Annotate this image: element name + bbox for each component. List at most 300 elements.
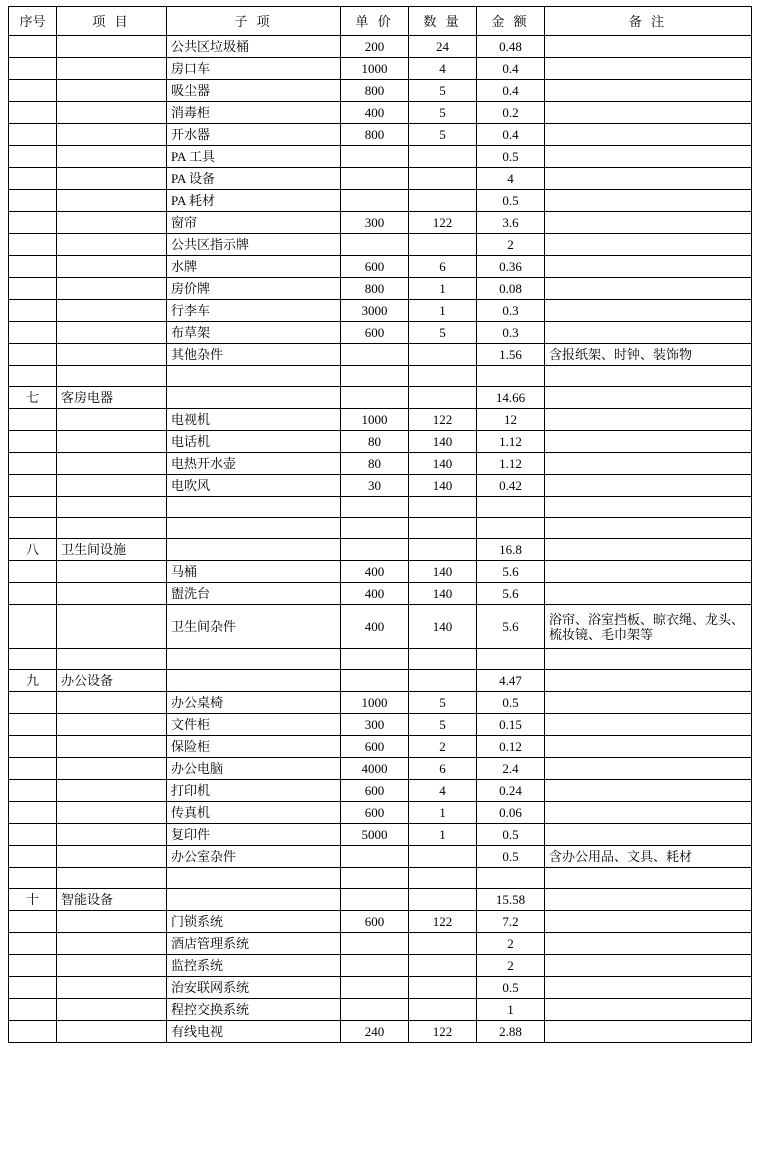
cell-quantity: 140 <box>409 583 477 605</box>
cell-seq: 十 <box>9 889 57 911</box>
table-row <box>9 146 752 168</box>
cell-amount: 0.5 <box>477 692 545 714</box>
cell-amount: 0.36 <box>477 256 545 278</box>
cell-note <box>545 322 752 344</box>
cell-note <box>545 212 752 234</box>
cell-subitem: 行李车 <box>167 300 341 322</box>
cell-unit-price: 1000 <box>341 409 409 431</box>
cell-subitem: 电话机 <box>167 431 341 453</box>
table-row <box>9 497 752 518</box>
table-row <box>9 344 752 366</box>
cell-quantity <box>409 846 477 868</box>
cell-seq <box>9 1021 57 1043</box>
table-row <box>9 824 752 846</box>
cell-subitem: 监控系统 <box>167 955 341 977</box>
cell-seq <box>9 36 57 58</box>
cell-subitem: 公共区指示牌 <box>167 234 341 256</box>
cell-amount: 0.2 <box>477 102 545 124</box>
cell-note <box>545 802 752 824</box>
cell-note <box>545 146 752 168</box>
table-row <box>9 911 752 933</box>
cell-subitem: 有线电视 <box>167 1021 341 1043</box>
cell-item <box>57 58 167 80</box>
cell-unit-price <box>341 846 409 868</box>
cell-quantity: 4 <box>409 780 477 802</box>
cell-item <box>57 146 167 168</box>
cell-quantity: 1 <box>409 278 477 300</box>
cell-seq <box>9 146 57 168</box>
cell-item <box>57 649 167 670</box>
header-note: 备 注 <box>545 7 752 36</box>
cell-amount: 3.6 <box>477 212 545 234</box>
cell-seq <box>9 933 57 955</box>
cell-item <box>57 955 167 977</box>
cell-quantity: 5 <box>409 80 477 102</box>
cell-note <box>545 736 752 758</box>
cell-amount: 4.47 <box>477 670 545 692</box>
cell-subitem <box>167 387 341 409</box>
cell-item <box>57 256 167 278</box>
cell-quantity: 140 <box>409 431 477 453</box>
cell-quantity <box>409 539 477 561</box>
cell-quantity: 140 <box>409 561 477 583</box>
cell-quantity <box>409 344 477 366</box>
cell-unit-price <box>341 868 409 889</box>
cell-seq <box>9 344 57 366</box>
table-row <box>9 802 752 824</box>
cell-quantity: 5 <box>409 124 477 146</box>
table-row <box>9 36 752 58</box>
cell-note <box>545 58 752 80</box>
cell-subitem: 布草架 <box>167 322 341 344</box>
cell-quantity: 1 <box>409 802 477 824</box>
cell-unit-price: 300 <box>341 714 409 736</box>
table-row <box>9 102 752 124</box>
cell-amount: 0.5 <box>477 977 545 999</box>
cell-amount: 1.56 <box>477 344 545 366</box>
cell-unit-price: 400 <box>341 102 409 124</box>
cell-note <box>545 583 752 605</box>
cell-item <box>57 824 167 846</box>
cell-quantity: 122 <box>409 409 477 431</box>
cell-note <box>545 824 752 846</box>
table-row <box>9 409 752 431</box>
cell-subitem: 电视机 <box>167 409 341 431</box>
cell-item <box>57 1021 167 1043</box>
cell-item <box>57 911 167 933</box>
table-row <box>9 539 752 561</box>
cell-unit-price: 1000 <box>341 692 409 714</box>
cell-quantity <box>409 933 477 955</box>
table-row <box>9 124 752 146</box>
cell-unit-price <box>341 146 409 168</box>
cell-subitem: 门锁系统 <box>167 911 341 933</box>
cell-quantity: 2 <box>409 736 477 758</box>
cell-quantity <box>409 955 477 977</box>
cell-unit-price: 600 <box>341 780 409 802</box>
table-row <box>9 300 752 322</box>
cell-amount: 4 <box>477 168 545 190</box>
header-subitem: 子 项 <box>167 7 341 36</box>
table-row <box>9 955 752 977</box>
cell-subitem: PA 设备 <box>167 168 341 190</box>
cell-seq <box>9 758 57 780</box>
cell-amount: 0.3 <box>477 300 545 322</box>
cell-item: 智能设备 <box>57 889 167 911</box>
table-row <box>9 431 752 453</box>
cell-subitem <box>167 868 341 889</box>
cell-quantity: 24 <box>409 36 477 58</box>
cell-unit-price <box>341 889 409 911</box>
cell-quantity: 122 <box>409 1021 477 1043</box>
table-row <box>9 714 752 736</box>
cell-seq <box>9 58 57 80</box>
cell-amount: 0.15 <box>477 714 545 736</box>
cell-subitem: 盥洗台 <box>167 583 341 605</box>
cell-item <box>57 300 167 322</box>
cell-subitem: 治安联网系统 <box>167 977 341 999</box>
cell-subitem: 房口车 <box>167 58 341 80</box>
cell-quantity: 122 <box>409 212 477 234</box>
cell-subitem: 开水器 <box>167 124 341 146</box>
table-row <box>9 758 752 780</box>
cell-seq <box>9 649 57 670</box>
cell-amount: 0.4 <box>477 58 545 80</box>
cell-quantity: 6 <box>409 758 477 780</box>
cell-subitem <box>167 649 341 670</box>
cell-item <box>57 36 167 58</box>
cell-note <box>545 387 752 409</box>
cell-quantity <box>409 977 477 999</box>
cell-quantity <box>409 868 477 889</box>
table-row <box>9 692 752 714</box>
cell-note <box>545 256 752 278</box>
cell-unit-price <box>341 670 409 692</box>
cell-amount: 1.12 <box>477 453 545 475</box>
cell-item <box>57 431 167 453</box>
cell-unit-price: 30 <box>341 475 409 497</box>
table-row <box>9 453 752 475</box>
cell-item <box>57 409 167 431</box>
cell-note <box>545 453 752 475</box>
cell-item <box>57 583 167 605</box>
cell-note <box>545 933 752 955</box>
cell-amount: 0.08 <box>477 278 545 300</box>
header-row <box>9 7 752 36</box>
cell-unit-price <box>341 649 409 670</box>
cell-item <box>57 497 167 518</box>
cell-seq <box>9 431 57 453</box>
cell-unit-price <box>341 168 409 190</box>
cell-note <box>545 714 752 736</box>
cell-quantity: 140 <box>409 475 477 497</box>
cell-quantity: 1 <box>409 824 477 846</box>
cell-unit-price: 200 <box>341 36 409 58</box>
cell-item <box>57 605 167 649</box>
cell-subitem: 房价牌 <box>167 278 341 300</box>
cell-item <box>57 692 167 714</box>
cell-item <box>57 758 167 780</box>
cell-unit-price <box>341 190 409 212</box>
cell-subitem: 传真机 <box>167 802 341 824</box>
table-row <box>9 278 752 300</box>
cell-amount: 2.4 <box>477 758 545 780</box>
cell-quantity <box>409 649 477 670</box>
cell-note <box>545 889 752 911</box>
cell-subitem: 复印件 <box>167 824 341 846</box>
cell-item: 客房电器 <box>57 387 167 409</box>
cell-seq: 九 <box>9 670 57 692</box>
table-row <box>9 190 752 212</box>
cell-seq <box>9 190 57 212</box>
cell-item <box>57 933 167 955</box>
cell-note <box>545 1021 752 1043</box>
cell-subitem: 办公桌椅 <box>167 692 341 714</box>
cell-note <box>545 758 752 780</box>
cell-amount: 0.48 <box>477 36 545 58</box>
cell-item <box>57 868 167 889</box>
table-row <box>9 999 752 1021</box>
cell-seq <box>9 168 57 190</box>
cell-seq <box>9 102 57 124</box>
header-unit-price: 单 价 <box>341 7 409 36</box>
table-row <box>9 1021 752 1043</box>
cell-subitem <box>167 539 341 561</box>
header-seq: 序号 <box>9 7 57 36</box>
cell-quantity: 5 <box>409 714 477 736</box>
cell-amount <box>477 518 545 539</box>
cell-unit-price <box>341 518 409 539</box>
table-row <box>9 736 752 758</box>
cell-amount: 0.12 <box>477 736 545 758</box>
cell-note: 含办公用品、文具、耗材 <box>545 846 752 868</box>
cell-note <box>545 124 752 146</box>
cell-seq <box>9 955 57 977</box>
cell-subitem: 电吹风 <box>167 475 341 497</box>
table-row <box>9 234 752 256</box>
cell-amount: 5.6 <box>477 561 545 583</box>
cell-item <box>57 714 167 736</box>
cell-seq <box>9 868 57 889</box>
cell-quantity <box>409 387 477 409</box>
cell-unit-price: 4000 <box>341 758 409 780</box>
cell-subitem: 公共区垃圾桶 <box>167 36 341 58</box>
cell-subitem: 办公室杂件 <box>167 846 341 868</box>
cell-unit-price <box>341 539 409 561</box>
cell-quantity <box>409 518 477 539</box>
cell-item <box>57 518 167 539</box>
cell-note <box>545 955 752 977</box>
cell-subitem: 卫生间杂件 <box>167 605 341 649</box>
cell-subitem: 消毒柜 <box>167 102 341 124</box>
cell-note <box>545 278 752 300</box>
cell-unit-price: 600 <box>341 736 409 758</box>
cell-note <box>545 670 752 692</box>
header-item: 项 目 <box>57 7 167 36</box>
cell-item <box>57 212 167 234</box>
cell-amount <box>477 497 545 518</box>
cell-note <box>545 999 752 1021</box>
cell-item <box>57 168 167 190</box>
table-row <box>9 80 752 102</box>
cell-subitem: 吸尘器 <box>167 80 341 102</box>
table-row <box>9 58 752 80</box>
cell-subitem: 窗帘 <box>167 212 341 234</box>
cell-item <box>57 977 167 999</box>
cell-unit-price <box>341 497 409 518</box>
cell-subitem <box>167 670 341 692</box>
header-amount: 金 额 <box>477 7 545 36</box>
cell-amount <box>477 649 545 670</box>
cell-amount: 7.2 <box>477 911 545 933</box>
cell-subitem: 办公电脑 <box>167 758 341 780</box>
cell-item <box>57 475 167 497</box>
cell-amount: 5.6 <box>477 583 545 605</box>
cell-subitem <box>167 497 341 518</box>
cell-subitem: 马桶 <box>167 561 341 583</box>
cell-quantity: 5 <box>409 322 477 344</box>
table-row <box>9 168 752 190</box>
cell-amount: 0.5 <box>477 846 545 868</box>
cell-amount: 0.5 <box>477 190 545 212</box>
cell-seq: 七 <box>9 387 57 409</box>
cell-seq <box>9 497 57 518</box>
cell-note <box>545 409 752 431</box>
cell-unit-price: 800 <box>341 124 409 146</box>
table-row <box>9 583 752 605</box>
cell-amount: 2 <box>477 933 545 955</box>
cell-unit-price: 800 <box>341 80 409 102</box>
table-row <box>9 868 752 889</box>
cell-note <box>545 518 752 539</box>
cell-seq <box>9 256 57 278</box>
cell-amount: 0.06 <box>477 802 545 824</box>
cell-amount: 2 <box>477 234 545 256</box>
cell-unit-price: 600 <box>341 802 409 824</box>
cell-subitem <box>167 889 341 911</box>
cell-item <box>57 190 167 212</box>
cell-unit-price: 600 <box>341 256 409 278</box>
cell-subitem: PA 工具 <box>167 146 341 168</box>
cell-note: 含报纸架、时钟、装饰物 <box>545 344 752 366</box>
cell-item <box>57 802 167 824</box>
cell-unit-price <box>341 387 409 409</box>
cell-seq <box>9 124 57 146</box>
cell-item <box>57 234 167 256</box>
cell-seq <box>9 518 57 539</box>
cell-amount: 14.66 <box>477 387 545 409</box>
cell-seq <box>9 824 57 846</box>
cell-amount: 0.3 <box>477 322 545 344</box>
budget-table <box>8 6 752 1043</box>
cell-amount: 15.58 <box>477 889 545 911</box>
cell-note <box>545 561 752 583</box>
cell-amount: 2.88 <box>477 1021 545 1043</box>
table-row <box>9 387 752 409</box>
cell-quantity: 1 <box>409 300 477 322</box>
cell-subitem: 打印机 <box>167 780 341 802</box>
cell-item <box>57 736 167 758</box>
cell-seq <box>9 409 57 431</box>
cell-quantity: 6 <box>409 256 477 278</box>
cell-amount <box>477 868 545 889</box>
cell-item <box>57 322 167 344</box>
cell-quantity <box>409 234 477 256</box>
cell-quantity <box>409 366 477 387</box>
table-row <box>9 561 752 583</box>
table-row <box>9 889 752 911</box>
cell-subitem: PA 耗材 <box>167 190 341 212</box>
table-row <box>9 933 752 955</box>
cell-seq <box>9 300 57 322</box>
cell-seq <box>9 736 57 758</box>
cell-seq <box>9 780 57 802</box>
cell-note <box>545 168 752 190</box>
cell-seq <box>9 802 57 824</box>
cell-item <box>57 344 167 366</box>
cell-quantity <box>409 497 477 518</box>
cell-amount: 2 <box>477 955 545 977</box>
cell-unit-price <box>341 234 409 256</box>
cell-seq <box>9 80 57 102</box>
cell-amount: 12 <box>477 409 545 431</box>
cell-quantity <box>409 168 477 190</box>
cell-seq <box>9 911 57 933</box>
cell-item <box>57 102 167 124</box>
table-row <box>9 846 752 868</box>
table-body <box>9 36 752 1043</box>
cell-note: 浴帘、浴室挡板、晾衣绳、龙头、梳妆镜、毛巾架等 <box>545 605 752 649</box>
cell-unit-price: 400 <box>341 605 409 649</box>
table-row <box>9 366 752 387</box>
cell-item <box>57 80 167 102</box>
cell-unit-price: 300 <box>341 212 409 234</box>
cell-item: 办公设备 <box>57 670 167 692</box>
cell-quantity: 4 <box>409 58 477 80</box>
cell-note <box>545 366 752 387</box>
cell-quantity <box>409 670 477 692</box>
cell-amount: 0.42 <box>477 475 545 497</box>
cell-seq <box>9 366 57 387</box>
cell-unit-price: 3000 <box>341 300 409 322</box>
cell-subitem: 其他杂件 <box>167 344 341 366</box>
cell-seq <box>9 977 57 999</box>
cell-item <box>57 999 167 1021</box>
cell-subitem: 电热开水壶 <box>167 453 341 475</box>
cell-seq <box>9 278 57 300</box>
table-row <box>9 977 752 999</box>
cell-quantity <box>409 889 477 911</box>
cell-amount: 0.4 <box>477 80 545 102</box>
cell-quantity <box>409 190 477 212</box>
cell-amount: 16.8 <box>477 539 545 561</box>
cell-seq <box>9 475 57 497</box>
cell-subitem: 文件柜 <box>167 714 341 736</box>
cell-item <box>57 278 167 300</box>
cell-seq: 八 <box>9 539 57 561</box>
cell-item <box>57 780 167 802</box>
cell-seq <box>9 605 57 649</box>
table-header <box>9 7 752 36</box>
cell-note <box>545 102 752 124</box>
cell-unit-price: 1000 <box>341 58 409 80</box>
cell-quantity: 122 <box>409 911 477 933</box>
cell-note <box>545 36 752 58</box>
cell-quantity <box>409 146 477 168</box>
cell-item <box>57 124 167 146</box>
table-row <box>9 475 752 497</box>
cell-note <box>545 780 752 802</box>
